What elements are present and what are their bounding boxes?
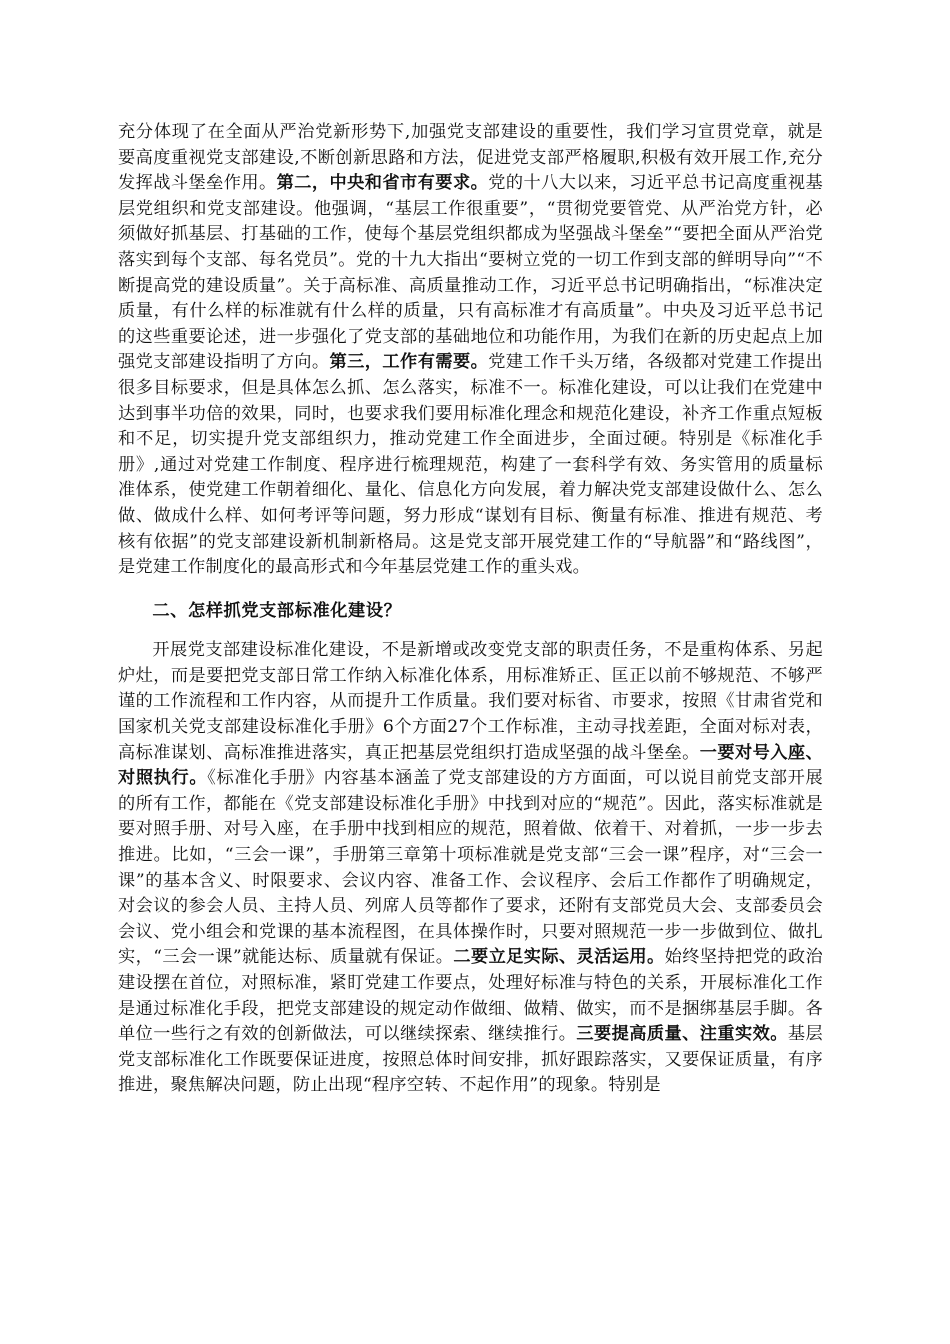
section-heading: 二、怎样抓党支部标准化建设？ <box>152 600 402 621</box>
bold-subheading: 二要立足实际、灵活运用。 <box>453 947 665 968</box>
text-segment: 开展党支部建设标准化建设，不是新增或改变党支部的职责任务，不是重构体系、另起炉灶，而是要把党支部日常工作纳入标准化体系，用标准矫正、匡正以前不够规范、不够严谨的工作流程和工作内容，从而提升工作质量。我们要对标省、市要求，按照《甘肃省党和国家机关党支部建设标准化手册》6个方面27个工作标准，主动寻找差距，全面对标对表，高标准谋划、高标准推进落实，真正把基层党组织打造成坚强的战斗堡垒。 <box>118 640 823 763</box>
text-segment: 充分体现了在全面从严治党新形势下,加强党支部建设的重要性，我们学习宣贯党章，就是要高度重视党支部建设,不断创新思路和方法，促进党支部严格履职,积极有效开展工作,充分发挥战斗堡垒作用。 <box>118 122 823 194</box>
text-segment: 《标准化手册》内容基本涵盖了党支部建设的方方面面，可以说目前党支部开展的所有工作，都能在《党支部建设标准化手册》中找到对应的“规范”。因此，落实标准就是要对照手册、对号入座，在手册中找到相应的规范，照着做、依着干、对着抓，一步一步去推进。比如，“三会一课”，手册第三章第十项标准就是党支部“三会一课”程序，对“三会一课”的基本含义、时限要求、会议内容、准备工作、会议程序、会后工作都作了明确规定，对会议的参会人员、主持人员、列席人员等都作了要求，还附有支部党员大会、支部委员会会议、党小组会和党课的基本流程图，在具体操作时，只要对照规范一步一步做到位、做扎实，“三会一课”就能达标、质量就有保证。 <box>118 768 823 968</box>
paragraph-section-2 <box>118 638 823 1099</box>
paragraph-section-1 <box>118 120 823 581</box>
text-segment: 党的十八大以来，习近平总书记高度重视基层党组织和党支部建设。他强调，“基层工作很重要”，“贯彻党要管党、从严治党方针，必须做好抓基层、打基础的工作，使每个基层党组织都成为坚强战斗堡垒”“要把全面从严治党落实到每个支部、每名党员”。党的十九大指出“要树立党的一切工作到支部的鲜明导向”“不断提高党的建设质量”。关于高标准、高质量推动工作，习近平总书记明确指出，“标准决定质量，有什么样的标准就有什么样的质量，只有高标准才有高质量”。中央及习近平总书记的这些重要论述，进一步强化了党支部的基础地位和功能作用，为我们在新的历史起点上加强党支部建设指明了方向。 <box>118 173 823 373</box>
bold-subheading: 第二，中央和省市有要求。 <box>276 173 489 194</box>
bold-subheading: 第三，工作有需要。 <box>329 352 489 373</box>
text-segment: 党建工作千头万绪，各级都对党建工作提出很多目标要求，但是具体怎么抓、怎么落实，标准不一。标准化建设，可以让我们在党建中达到事半功倍的效果，同时，也要求我们要用标准化理念和规范化建设，补齐工作重点短板和不足，切实提升党支部组织力，推动党建工作全面进步，全面过硬。特别是《标准化手册》,通过对党建工作制度、程序进行梳理规范，构建了一套科学有效、务实管用的质量标准体系，使党建工作朝着细化、量化、信息化方向发展，着力解决党支部建设做什么、怎么做、做成什么样、如何考评等问题，努力形成“谋划有目标、衡量有标准、推进有规范、考核有依据”的党支部建设新机制新格局。这是党支部开展党建工作的“导航器”和“路线图”，是党建工作制度化的最高形式和今年基层党建工作的重头戏。 <box>118 352 823 578</box>
bold-subheading: 一要对号入座、对照执行。 <box>118 742 823 789</box>
text-segment: 基层党支部标准化工作既要保证进度，按照总体时间安排，抓好跟踪落实，又要保证质量，有序推进，聚焦解决问题，防止出现“程序空转、不起作用”的现象。特别是 <box>118 1024 823 1096</box>
document-page <box>118 120 823 1099</box>
bold-subheading: 三要提高质量、注重实效。 <box>576 1024 788 1045</box>
text-segment: 始终坚持把党的政治建设摆在首位，对照标准，紧盯党建工作要点，处理好标准与特色的关系，开展标准化工作是通过标准化手段，把党支部建设的规定动作做细、做精、做实，而不是捆绑基层手脚。各单位一些行之有效的创新做法，可以继续探索、继续推行。 <box>118 947 824 1045</box>
